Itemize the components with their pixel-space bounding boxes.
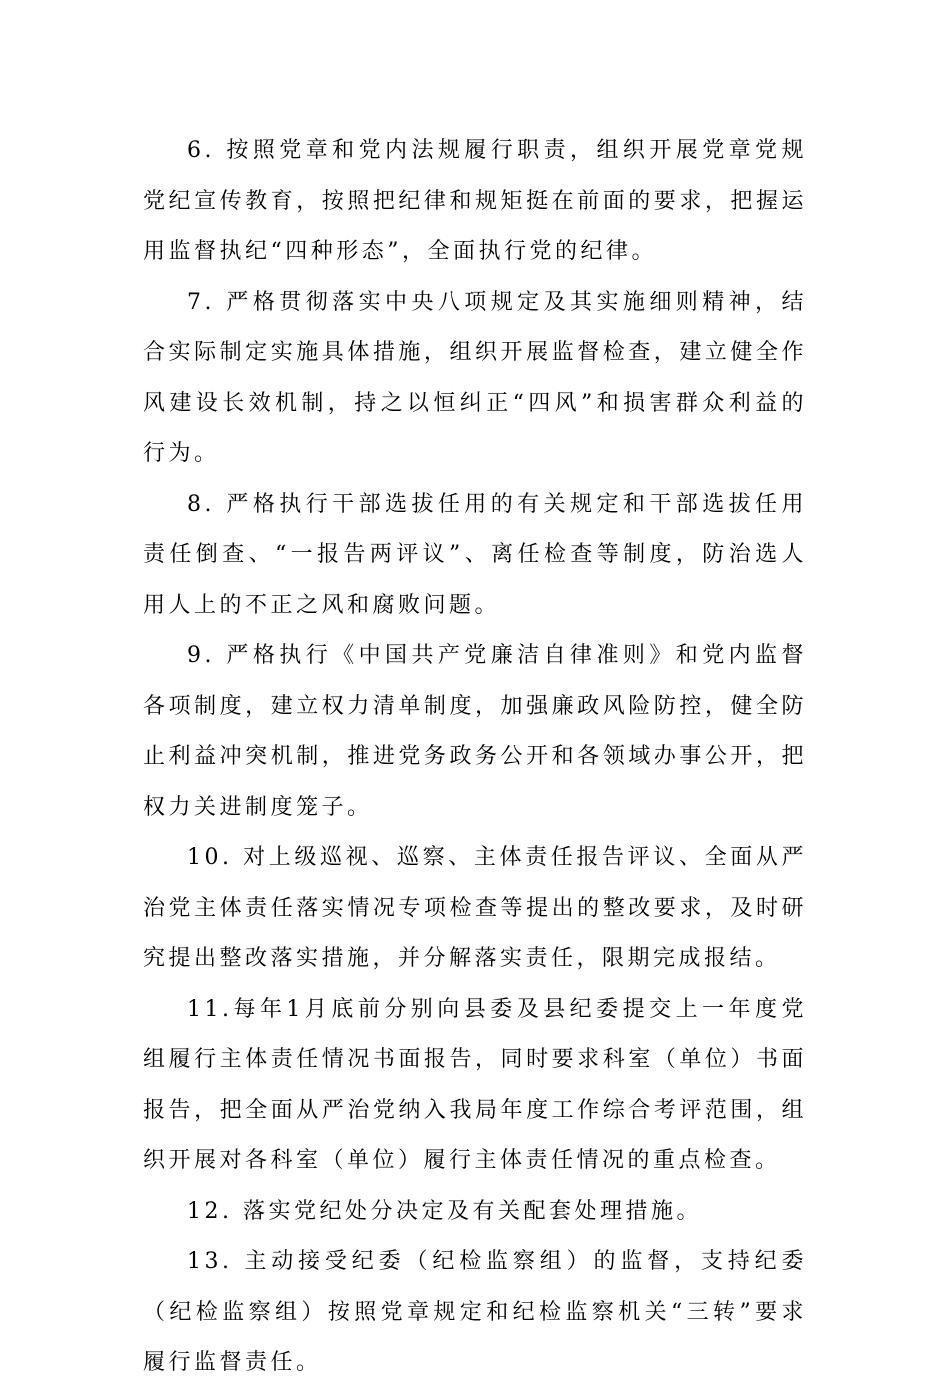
paragraph-item-11: 11.每年1月底前分别向县委及县纪委提交上一年度党组履行主体责任情况书面报告，同时要求科室（单位）书面报告，把全面从严治党纳入我局年度工作综合考评范围，组织开展对各科室（单位）履行主体责任情况的重点检查。 <box>143 996 807 1173</box>
paragraph-item-13: 13. 主动接受纪委（纪检监察组）的监督，支持纪委（纪检监察组）按照党章规定和纪检监察机关“三转”要求履行监督责任。 <box>143 1249 807 1375</box>
paragraph-item-7: 7. 严格贯彻落实中央八项规定及其实施细则精神，结合实际制定实施具体措施，组织开展监督检查，建立健全作风建设长效机制，持之以恒纠正“四风”和损害群众利益的行为。 <box>143 289 807 466</box>
paragraph-item-9: 9. 严格执行《中国共产党廉洁自律准则》和党内监督各项制度，建立权力清单制度，加强廉政风险防控，健全防止利益冲突机制，推进党务政务公开和各领域办事公开，把权力关进制度笼子。 <box>143 643 807 820</box>
paragraph-item-12: 12. 落实党纪处分决定及有关配套处理措施。 <box>187 1198 702 1224</box>
document-body <box>143 126 807 1389</box>
paragraph-item-8: 8. 严格执行干部选拔任用的有关规定和干部选拔任用责任倒查、“一报告两评议”、离任检查等制度，防治选人用人上的不正之风和腐败问题。 <box>143 491 807 618</box>
paragraph-item-6: 6. 按照党章和党内法规履行职责，组织开展党章党规党纪宣传教育，按照把纪律和规矩挺在前面的要求，把握运用监督执纪“四种形态”，全面执行党的纪律。 <box>143 138 807 264</box>
paragraph-item-10: 10. 对上级巡视、巡察、主体责任报告评议、全面从严治党主体责任落实情况专项检查等提出的整改要求，及时研究提出整改落实措施，并分解落实责任，限期完成报结。 <box>143 845 807 971</box>
